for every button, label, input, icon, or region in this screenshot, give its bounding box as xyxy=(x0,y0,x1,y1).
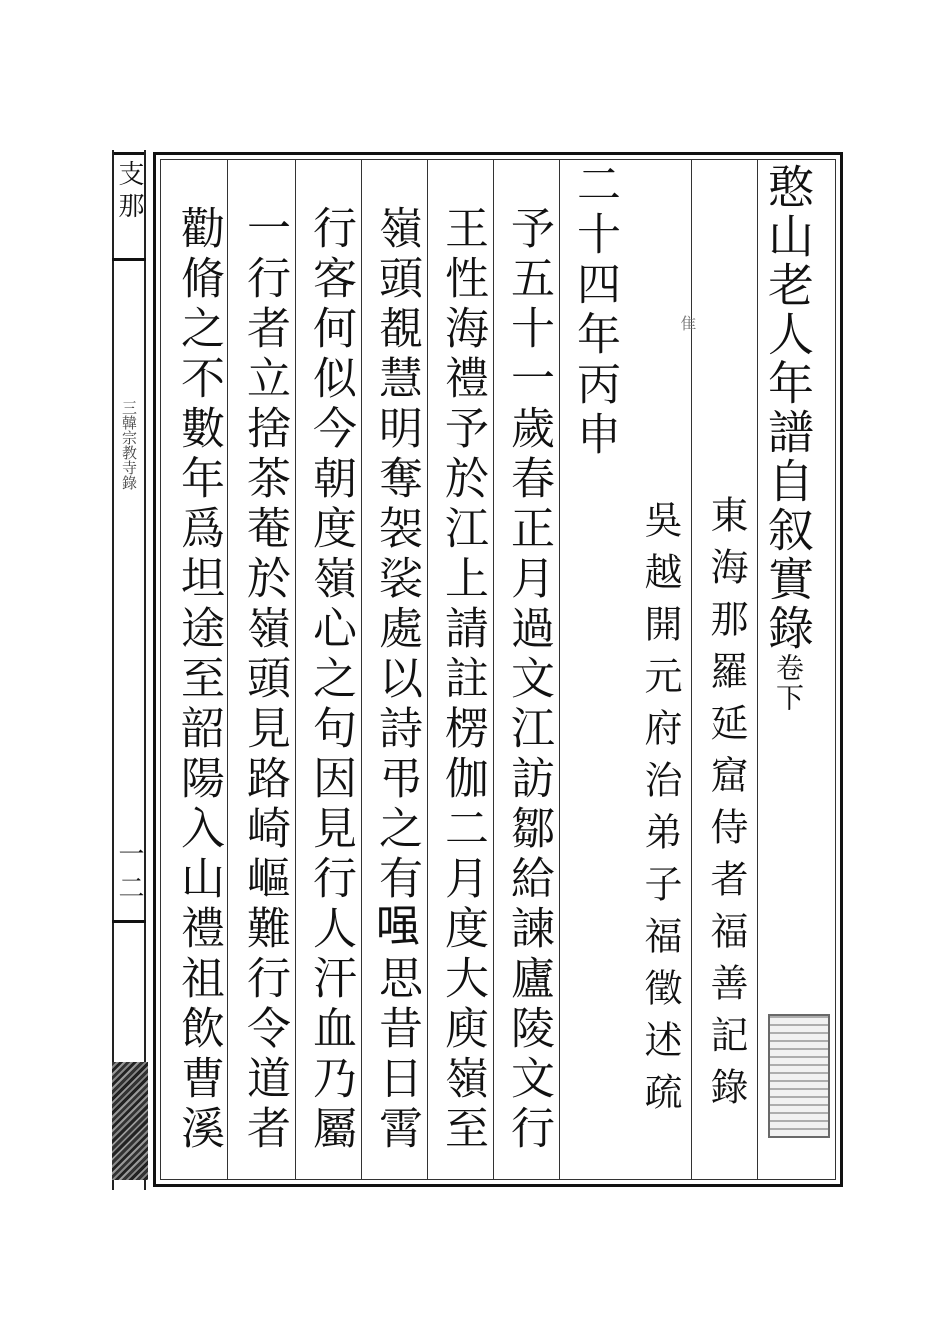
text-column-5: 一行者立捨茶菴於嶺頭見路崎嶇難行令道者 xyxy=(239,205,290,1155)
text-column-3: 嶺頭覩慧明奪袈裟處以詩弔之有𠷣思昔日霄 xyxy=(371,205,422,1155)
column-rule xyxy=(227,160,228,1179)
margin-mid-rule xyxy=(112,258,146,261)
column-rule xyxy=(559,160,560,1179)
margin-top-rule xyxy=(112,152,146,155)
column-rule xyxy=(427,160,428,1179)
book-title xyxy=(760,163,816,713)
text-column-1: 予五十一歲春正月過文江訪鄒給諫廬陵文行 xyxy=(503,205,554,1155)
column-rule xyxy=(493,160,494,1179)
margin-low-rule xyxy=(112,920,146,923)
library-seal xyxy=(768,1014,830,1138)
commentator-line: 吳越開元府治弟子福徵述疏 xyxy=(638,500,682,1124)
margin-right-line xyxy=(144,150,146,1190)
text-column-4: 行客何似今朝度嶺心之句因見行人汗血乃屬 xyxy=(305,205,356,1155)
page-frame xyxy=(153,152,843,1187)
ink-stain xyxy=(112,1062,148,1180)
column-rule xyxy=(691,160,692,1179)
year-heading: 二十四年丙申 xyxy=(569,161,620,461)
column-rule xyxy=(295,160,296,1179)
compiler-line: 東海那羅延窟侍者福善記錄 xyxy=(704,495,748,1119)
margin-strip xyxy=(112,150,146,1190)
column-rule xyxy=(757,160,758,1179)
title-text: 憨山老人年譜自叙實錄 xyxy=(761,163,815,653)
page-number: 一二 xyxy=(114,840,144,908)
faint-mark: 隹 xyxy=(678,315,697,331)
margin-left-line xyxy=(112,150,114,1190)
margin-sub-title: 三韓宗教寺錄 xyxy=(120,400,138,490)
margin-title: 支那 xyxy=(114,160,144,224)
text-column-6: 勸脩之不數年爲坦途至韶陽入山禮祖飲曹溪 xyxy=(173,205,224,1155)
column-rule xyxy=(361,160,362,1179)
volume-label: 卷下 xyxy=(772,653,805,713)
text-column-2: 王性海禮予於江上請註楞伽二月度大庾嶺至 xyxy=(437,205,488,1155)
